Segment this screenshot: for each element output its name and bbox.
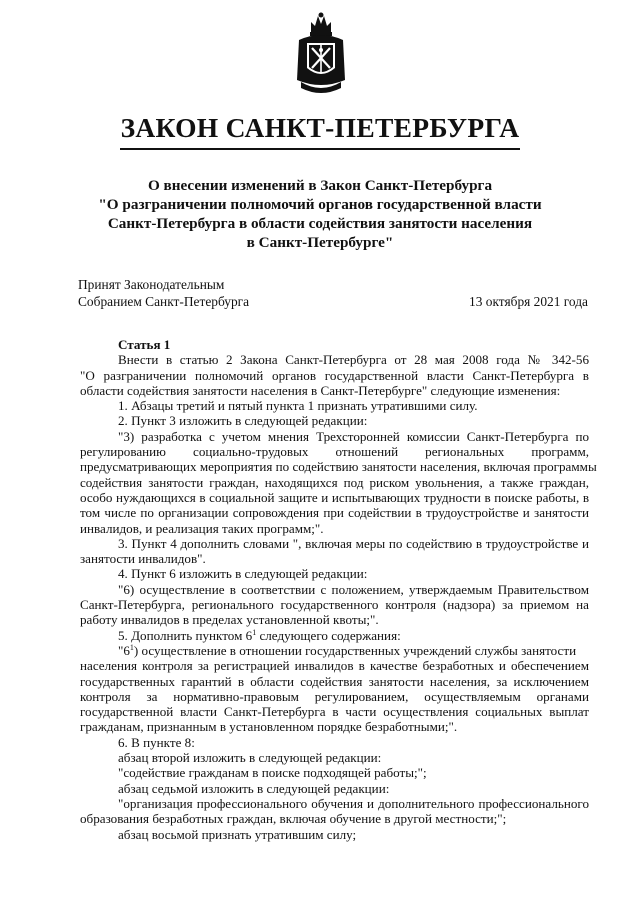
text-line: населения контроля за регистрацией инвалидов в качестве безработных и обеспечением xyxy=(80,658,589,674)
text-line: государственной власти Санкт-Петербурга в части осуществления социальных выплат xyxy=(80,704,589,720)
text-line xyxy=(80,628,589,643)
text-line: контроля за нормативно-правовым регулированием, осуществляемым органами xyxy=(80,688,589,704)
text-line: "6) осуществление в соответствии с положением, утверждаемым Правительством xyxy=(118,581,589,597)
text-fragment: следующего содержания: xyxy=(256,627,401,643)
subject-line: О внесении изменений в Закон Санкт-Петербурга xyxy=(147,177,493,194)
text-line xyxy=(80,643,589,658)
text-line: том числе по организации сопровождения при содействии в трудоустройстве и занятости xyxy=(80,505,589,521)
law-body xyxy=(80,337,597,842)
text-line: абзац второй изложить в следующей редакции: xyxy=(118,750,382,766)
text-fragment: ) осуществление в отношении государственных учреждений службы занятости xyxy=(133,642,577,658)
text-line: занятости инвалидов". xyxy=(80,551,206,567)
coat-of-arms-icon xyxy=(293,10,349,96)
superscript: 1 xyxy=(129,642,134,652)
text-fragment: "6 xyxy=(118,642,130,658)
text-line: 4. Пункт 6 изложить в следующей редакции: xyxy=(118,566,368,582)
text-line: абзац седьмой изложить в следующей редакции: xyxy=(118,780,390,796)
text-line: государственных гарантий в области содействия занятости населения, за исключением xyxy=(80,673,589,689)
text-line: Санкт-Петербурга, регионального государственного контроля (надзора) за приемом на xyxy=(80,597,589,613)
superscript: 1 xyxy=(252,627,257,637)
subject-line: Санкт-Петербурга в области содействия занятости населения xyxy=(107,215,533,232)
text-line: работу инвалидов в пределах установленной квоты;". xyxy=(80,612,379,628)
text-line: особо нуждающихся в социальной защите и испытывающих трудности в поиске работы, в xyxy=(80,489,589,505)
text-line: "организация профессионального обучения и дополнительного профессионального xyxy=(118,795,589,811)
article-heading: Статья 1 xyxy=(118,337,171,352)
law-title: ЗАКОН САНКТ-ПЕТЕРБУРГА xyxy=(120,112,520,143)
adoption-date: 13 октября 2021 года xyxy=(469,294,588,309)
text-line: "О разграничении полномочий органов государственной власти Санкт-Петербурга в xyxy=(80,367,589,383)
text-line: 3. Пункт 4 дополнить словами ", включая меры по содействию в трудоустройстве и xyxy=(118,535,589,551)
text-line: 1. Абзацы третий и пятый пункта 1 признать утратившими силу. xyxy=(118,398,478,414)
text-line: "3) разработка с учетом мнения Трехсторонней комиссии Санкт-Петербурга по xyxy=(118,428,589,444)
text-line: образования безработных граждан, включая обучение в другой местности;"; xyxy=(80,811,507,827)
text-line: предусматривающих мероприятия по содействию занятости населения, включая программы xyxy=(80,459,597,475)
adoption-line: Собранием Санкт-Петербурга xyxy=(78,294,250,309)
text-line: области содействия занятости населения в Санкт-Петербурге" следующие изменения: xyxy=(80,382,561,398)
text-fragment: 5. Дополнить пунктом 6 xyxy=(118,627,253,643)
adoption-line: Принят Законодательным xyxy=(78,277,225,292)
law-subject xyxy=(80,176,560,252)
text-line: 6. В пункте 8: xyxy=(118,734,195,750)
text-line: гражданам, признанным в установленном порядке безработными;". xyxy=(80,719,458,735)
text-line: содействия занятости граждан, находящихся под риском увольнения, а также граждан, xyxy=(80,474,589,490)
subject-line: "О разграничении полномочий органов государственной власти xyxy=(98,196,542,213)
title-underline xyxy=(120,148,520,150)
text-line: регулированию социально-трудовых отношений региональных программ, xyxy=(80,444,589,460)
subject-line: в Санкт-Петербурге" xyxy=(246,234,394,251)
text-line: абзац восьмой признать утратившим силу; xyxy=(118,826,357,842)
text-line: "содействие гражданам в поиске подходящей работы;"; xyxy=(118,765,427,781)
text-line: 2. Пункт 3 изложить в следующей редакции: xyxy=(118,413,368,429)
adoption-note xyxy=(78,276,249,310)
text-line: Внести в статью 2 Закона Санкт-Петербурга от 28 мая 2008 года № 342-56 xyxy=(118,352,589,368)
text-line: инвалидов, и реализация таких программ;". xyxy=(80,520,324,536)
